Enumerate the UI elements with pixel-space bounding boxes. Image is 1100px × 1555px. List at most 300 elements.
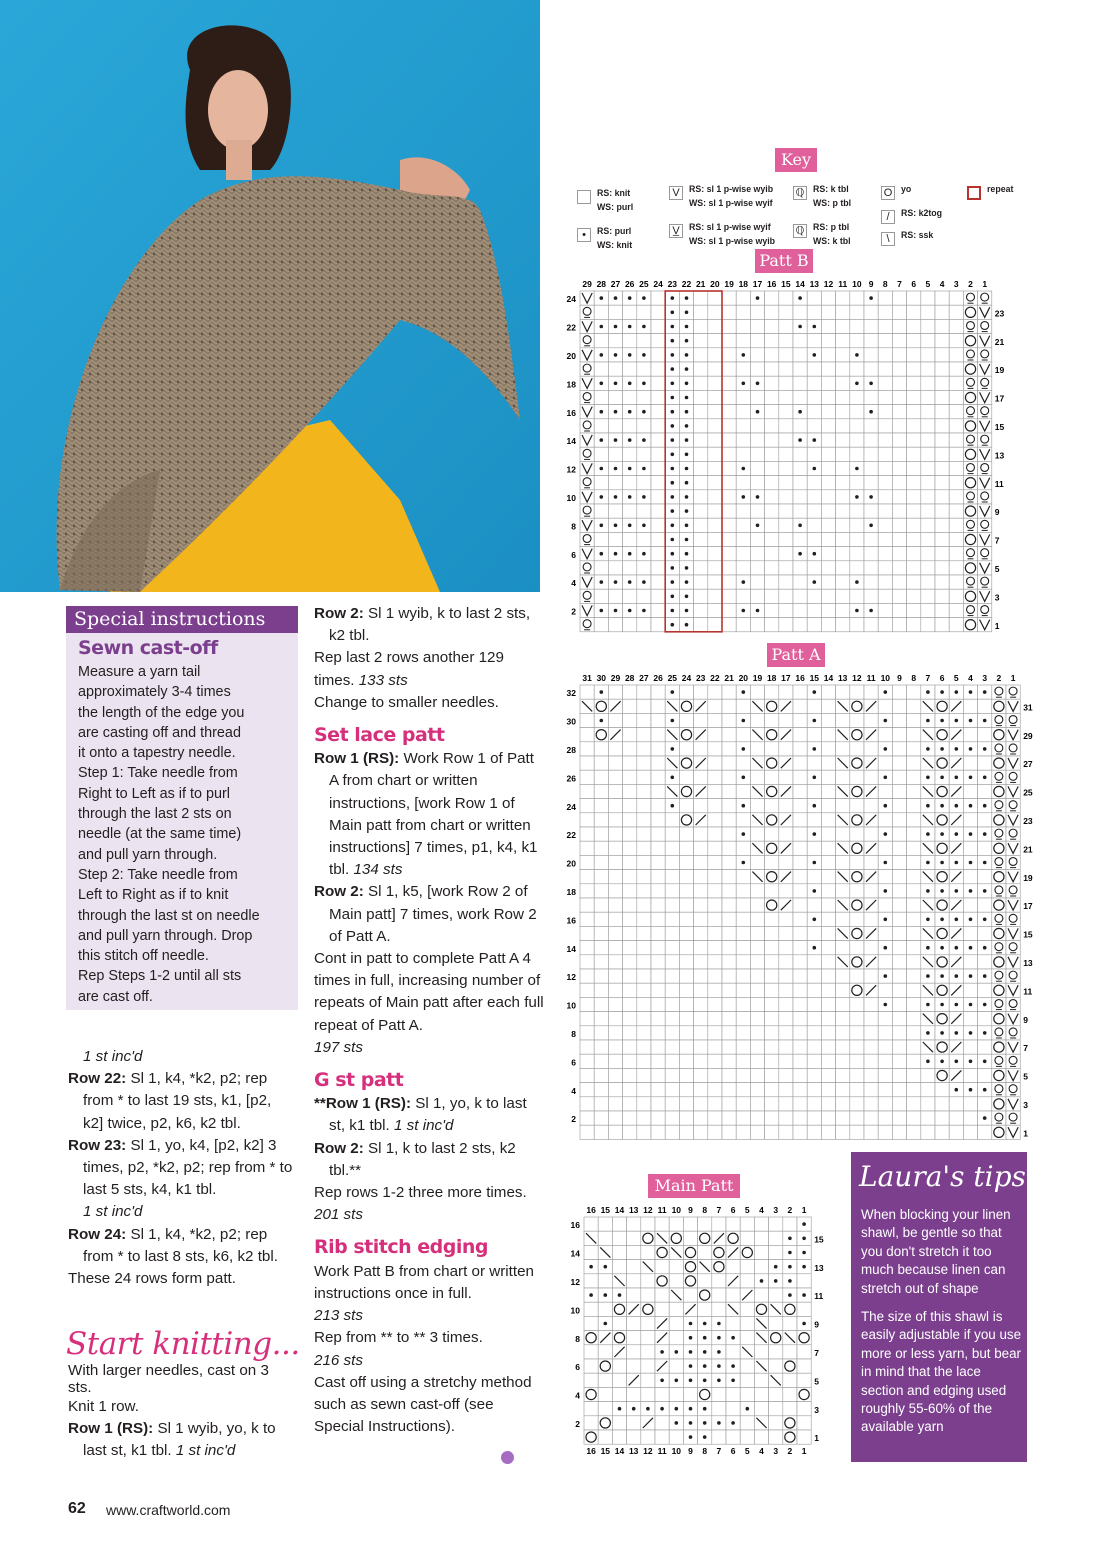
row-number: 8 [571, 1029, 576, 1039]
purl-dot [675, 1421, 679, 1425]
chart-cell [807, 589, 821, 603]
row-number: 22 [566, 830, 576, 841]
purl-dot [731, 1421, 735, 1425]
purl-dot [813, 325, 817, 329]
purl-dot [703, 1421, 707, 1425]
row-number: 1 [814, 1433, 819, 1444]
purl-dot [614, 524, 618, 528]
chart-cell [963, 813, 977, 827]
purl-dot [884, 918, 888, 922]
chart-cell [907, 955, 921, 969]
chart-cell [637, 1068, 651, 1082]
chart-key [577, 180, 1027, 250]
chart-cell [949, 490, 963, 504]
key-label-text: WS: knit [597, 240, 633, 250]
sewn-cast-off-text: Measure a yarn tail approximately 3-4 times the length of the edge you are casting off and thread it onto a tapestry needle. Step 1: Take needle from Right to Left as if to purl through the last 2 sts on needle (at the same time) and pull yarn through. Step 2: Take needle from Left to Right as if to knit through the last st on needle and pull yarn through. Drop this stitch off needle. Rep Steps 1-2 until all sts are cast off. [78, 664, 260, 1005]
chart-cell [963, 898, 977, 912]
chart-cell [694, 742, 708, 756]
chart-cell [765, 348, 779, 362]
chart-cell [637, 305, 651, 319]
purl-dot [703, 1435, 707, 1439]
chart-cell [594, 1012, 608, 1026]
purl-dot [884, 974, 888, 978]
chart-cell [779, 433, 793, 447]
chart-cell [594, 561, 608, 575]
chart-cell [797, 1302, 811, 1316]
chart-cell [864, 589, 878, 603]
chart-cell [836, 490, 850, 504]
chart-cell [651, 305, 665, 319]
col-number: 19 [752, 673, 763, 683]
chart-cell [740, 1331, 754, 1345]
chart-cell [807, 1097, 821, 1111]
chart-cell [793, 532, 807, 546]
chart-cell [807, 405, 821, 419]
inc-note: 1 st inc'd [83, 1203, 143, 1221]
chart-cell [821, 490, 835, 504]
chart-cell [978, 870, 992, 884]
chart-cell [793, 813, 807, 827]
chart-cell [892, 841, 906, 855]
chart-cell [655, 1260, 669, 1274]
chart-cell [722, 1068, 736, 1082]
website-url: www.craftworld.com [106, 1502, 231, 1518]
purl-dot [671, 367, 675, 371]
chart-cell [935, 589, 949, 603]
purl-dot [685, 311, 689, 315]
chart-cell [608, 419, 622, 433]
chart-cell [651, 756, 665, 770]
col-number: 14 [823, 673, 834, 683]
purl-dot [955, 1060, 959, 1064]
purl-dot [614, 552, 618, 556]
purl-dot [589, 1265, 593, 1269]
chart-cell [836, 742, 850, 756]
row-2: Row 2: Sl 1 wyib, k to last 2 sts, k2 tbl. [314, 605, 531, 645]
chart-cell [584, 1274, 598, 1288]
chart-cell [949, 447, 963, 461]
purl-dot [685, 353, 689, 357]
patt-note: These 24 rows form patt. [68, 1270, 236, 1288]
col-number: 26 [653, 673, 663, 683]
chart-cell [850, 742, 864, 756]
purl-dot [926, 918, 930, 922]
chart-cell [679, 742, 693, 756]
chart-cell [722, 1012, 736, 1026]
chart-cell [779, 376, 793, 390]
chart-cell [708, 728, 722, 742]
chart-cell [594, 419, 608, 433]
chart-cell [623, 912, 637, 926]
purl-dot [642, 552, 646, 556]
purl-dot [689, 1350, 693, 1354]
chart-cell [793, 362, 807, 376]
row-number: 1 [1023, 1128, 1028, 1139]
chart-cell [949, 348, 963, 362]
chart-cell [836, 1068, 850, 1082]
purl-dot [671, 552, 675, 556]
chart-cell [584, 1245, 598, 1259]
patt-a-chart [558, 668, 1048, 1148]
chart-cell [722, 870, 736, 884]
chart-cell [750, 955, 764, 969]
chart-cell [935, 1111, 949, 1125]
chart-cell [594, 969, 608, 983]
chart-cell [850, 532, 864, 546]
chart-cell [669, 1302, 683, 1316]
purl-dot [600, 524, 604, 528]
chart-cell [698, 1302, 712, 1316]
row-number: 29 [1023, 730, 1033, 741]
chart-cell [708, 334, 722, 348]
purl-dot [969, 1003, 973, 1007]
chart-cell [694, 504, 708, 518]
chart-cell [821, 713, 835, 727]
col-number: 29 [610, 673, 621, 683]
start-knitting-heading: Start knitting... [66, 1326, 300, 1362]
chart-cell [907, 291, 921, 305]
chart-cell [783, 1387, 797, 1401]
chart-cell [779, 1068, 793, 1082]
chart-cell [864, 855, 878, 869]
chart-cell [765, 884, 779, 898]
chart-cell [623, 1012, 637, 1026]
chart-cell [708, 532, 722, 546]
chart-cell [679, 926, 693, 940]
change-needles: Change to smaller needles. [314, 693, 499, 711]
chart-cell [779, 770, 793, 784]
key-label-text: repeat [987, 184, 1014, 194]
chart-cell [779, 589, 793, 603]
chart-cell [736, 1083, 750, 1097]
chart-cell [651, 884, 665, 898]
col-number: 14 [614, 1446, 625, 1457]
chart-cell [694, 1068, 708, 1082]
chart-cell [907, 685, 921, 699]
chart-cell [836, 997, 850, 1011]
col-number: 21 [724, 673, 734, 683]
chart-cell [779, 1125, 793, 1139]
purl-dot [926, 1003, 930, 1007]
chart-cell [892, 447, 906, 461]
chart-cell [637, 390, 651, 404]
chart-cell [779, 742, 793, 756]
col-number: 10 [671, 1446, 682, 1457]
chart-cell [821, 770, 835, 784]
chart-cell [754, 1345, 768, 1359]
chart-cell [935, 419, 949, 433]
purl-dot [813, 832, 817, 836]
chart-cell [907, 1012, 921, 1026]
purl-dot [884, 719, 888, 723]
chart-cell [641, 1274, 655, 1288]
chart-cell [769, 1231, 783, 1245]
key-label-text: WS: p tbl [813, 198, 852, 208]
row-number: 7 [1023, 1043, 1028, 1054]
chart-cell [637, 969, 651, 983]
key-label-text: RS: k tbl [813, 184, 849, 194]
row-number: 7 [814, 1348, 819, 1358]
purl-dot [642, 438, 646, 442]
chart-cell [878, 405, 892, 419]
chart-cell [708, 770, 722, 784]
chart-cell [769, 1387, 783, 1401]
chart-cell [878, 447, 892, 461]
chart-cell [722, 589, 736, 603]
chart-cell [679, 1054, 693, 1068]
chart-cell [584, 1373, 598, 1387]
chart-cell [836, 319, 850, 333]
row-number: 17 [1023, 901, 1033, 912]
chart-cell [694, 898, 708, 912]
chart-cell [623, 589, 637, 603]
chart-cell [679, 827, 693, 841]
col-number: 12 [643, 1446, 653, 1457]
purl-dot [813, 776, 817, 780]
chart-cell [921, 1068, 935, 1082]
chart-cell [921, 1125, 935, 1139]
chart-cell [679, 983, 693, 997]
chart-cell [821, 447, 835, 461]
chart-cell [708, 941, 722, 955]
col-number: 7 [925, 673, 931, 683]
chart-cell [651, 561, 665, 575]
chart-cell [608, 926, 622, 940]
chart-cell [907, 419, 921, 433]
chart-cell [821, 291, 835, 305]
row-number: 1 [994, 620, 1000, 631]
chart-cell [878, 348, 892, 362]
chart-cell [712, 1274, 726, 1288]
chart-cell [665, 813, 679, 827]
purl-dot [940, 804, 944, 808]
chart-cell [765, 305, 779, 319]
chart-cell [978, 728, 992, 742]
chart-cell [978, 813, 992, 827]
row-number: 20 [566, 858, 576, 869]
chart-cell [608, 955, 622, 969]
chart-cell [779, 827, 793, 841]
chart-cell [694, 912, 708, 926]
chart-cell [779, 926, 793, 940]
chart-cell [612, 1359, 626, 1373]
purl-dot [618, 1293, 622, 1297]
chart-cell [807, 1083, 821, 1097]
purl-dot [689, 1364, 693, 1368]
chart-cell [949, 405, 963, 419]
chart-cell [793, 575, 807, 589]
chart-cell [580, 756, 594, 770]
purl-dot [671, 747, 675, 751]
chart-cell [949, 305, 963, 319]
chart-cell [864, 1026, 878, 1040]
chart-cell [949, 561, 963, 575]
chart-cell [779, 1012, 793, 1026]
purl-dot [884, 804, 888, 808]
purl-dot [742, 353, 746, 357]
chart-cell [651, 405, 665, 419]
chart-cell [627, 1430, 641, 1444]
chart-cell [669, 1260, 683, 1274]
chart-cell [807, 291, 821, 305]
chart-cell [580, 685, 594, 699]
col-number: 15 [600, 1446, 611, 1457]
chart-cell [754, 1430, 768, 1444]
chart-cell [864, 1083, 878, 1097]
col-number: 16 [766, 279, 777, 289]
chart-cell [683, 1217, 697, 1231]
col-number: 16 [586, 1446, 596, 1457]
chart-cell [892, 603, 906, 617]
chart-cell [722, 728, 736, 742]
chart-cell [651, 969, 665, 983]
chart-cell [679, 941, 693, 955]
chart-cell [765, 1012, 779, 1026]
chart-cell [836, 561, 850, 575]
chart-cell [708, 618, 722, 632]
chart-cell [627, 1260, 641, 1274]
chart-cell [779, 319, 793, 333]
col-number: 6 [730, 1205, 736, 1215]
chart-cell [651, 784, 665, 798]
chart-cell [850, 713, 864, 727]
chart-cell [821, 841, 835, 855]
chart-cell [821, 1068, 835, 1082]
chart-cell [608, 618, 622, 632]
chart-cell [665, 1097, 679, 1111]
key-label-text: WS: purl [597, 202, 634, 212]
col-number: 6 [730, 1446, 736, 1457]
chart-cell [594, 447, 608, 461]
chart-cell [612, 1373, 626, 1387]
purl-dot [869, 382, 873, 386]
chart-cell [765, 518, 779, 532]
chart-cell [779, 518, 793, 532]
chart-cell [736, 504, 750, 518]
purl-dot [628, 609, 632, 613]
chart-cell [907, 713, 921, 727]
purl-dot [703, 1407, 707, 1411]
purl-dot [940, 832, 944, 836]
col-number: 2 [996, 673, 1002, 683]
chart-cell [779, 547, 793, 561]
chart-cell [850, 827, 864, 841]
chart-cell [821, 532, 835, 546]
chart-cell [878, 898, 892, 912]
chart-cell [978, 926, 992, 940]
chart-cell [683, 1387, 697, 1401]
chart-cell [921, 390, 935, 404]
chart-cell [750, 390, 764, 404]
col-number: 3 [773, 1446, 779, 1457]
chart-cell [949, 518, 963, 532]
col-number: 11 [866, 673, 876, 683]
chart-cell [736, 518, 750, 532]
purl-dot [646, 1407, 650, 1411]
chart-cell [821, 955, 835, 969]
purl-dot [614, 382, 618, 386]
chart-cell [623, 955, 637, 969]
chart-cell [836, 799, 850, 813]
chart-cell [907, 699, 921, 713]
chart-cell [892, 742, 906, 756]
chart-cell [694, 685, 708, 699]
chart-cell [679, 685, 693, 699]
chart-cell [878, 1040, 892, 1054]
chart-cell [651, 770, 665, 784]
purl-dot [604, 1265, 608, 1269]
chart-cell [807, 728, 821, 742]
purl-dot [717, 1379, 721, 1383]
chart-cell [637, 1054, 651, 1068]
chart-cell [892, 319, 906, 333]
purl-dot [600, 580, 604, 584]
chart-cell [708, 504, 722, 518]
chart-cell [878, 1125, 892, 1139]
chart-cell [698, 1217, 712, 1231]
purl-dot [671, 690, 675, 694]
key-label-text: WS: sl 1 p-wise wyib [689, 236, 776, 246]
chart-cell [821, 1097, 835, 1111]
chart-cell [750, 685, 764, 699]
chart-cell [779, 1083, 793, 1097]
chart-cell [651, 518, 665, 532]
purl-dot [983, 974, 987, 978]
chart-cell [722, 756, 736, 770]
row-number: 5 [814, 1376, 819, 1387]
chart-cell [793, 685, 807, 699]
row-number: 26 [566, 773, 576, 784]
chart-cell [878, 561, 892, 575]
chart-cell [779, 476, 793, 490]
col-number: 10 [671, 1205, 682, 1215]
purl-dot [756, 609, 760, 613]
chart-cell [907, 1068, 921, 1082]
chart-cell [637, 955, 651, 969]
chart-cell [612, 1245, 626, 1259]
chart-cell [750, 447, 764, 461]
chart-cell [612, 1387, 626, 1401]
chart-cell [750, 1097, 764, 1111]
chart-cell [669, 1274, 683, 1288]
purl-dot [969, 719, 973, 723]
chart-cell [694, 532, 708, 546]
chart-cell [754, 1373, 768, 1387]
chart-cell [821, 618, 835, 632]
chart-cell [907, 447, 921, 461]
chart-cell [637, 799, 651, 813]
chart-cell [807, 518, 821, 532]
chart-cell [907, 941, 921, 955]
purl-dot [742, 467, 746, 471]
chart-cell [878, 1054, 892, 1068]
lauras-tips-box [851, 1152, 1027, 1462]
chart-cell [740, 1231, 754, 1245]
chart-cell [736, 1026, 750, 1040]
chart-cell [793, 884, 807, 898]
row-number: 13 [814, 1262, 824, 1273]
row-number: 9 [814, 1319, 819, 1330]
chart-cell [694, 419, 708, 433]
purl-dot [642, 382, 646, 386]
chart-cell [750, 912, 764, 926]
chart-cell [935, 504, 949, 518]
chart-cell [836, 305, 850, 319]
chart-cell [594, 926, 608, 940]
chart-cell [722, 334, 736, 348]
col-number: 11 [838, 279, 848, 289]
purl-dot [756, 524, 760, 528]
